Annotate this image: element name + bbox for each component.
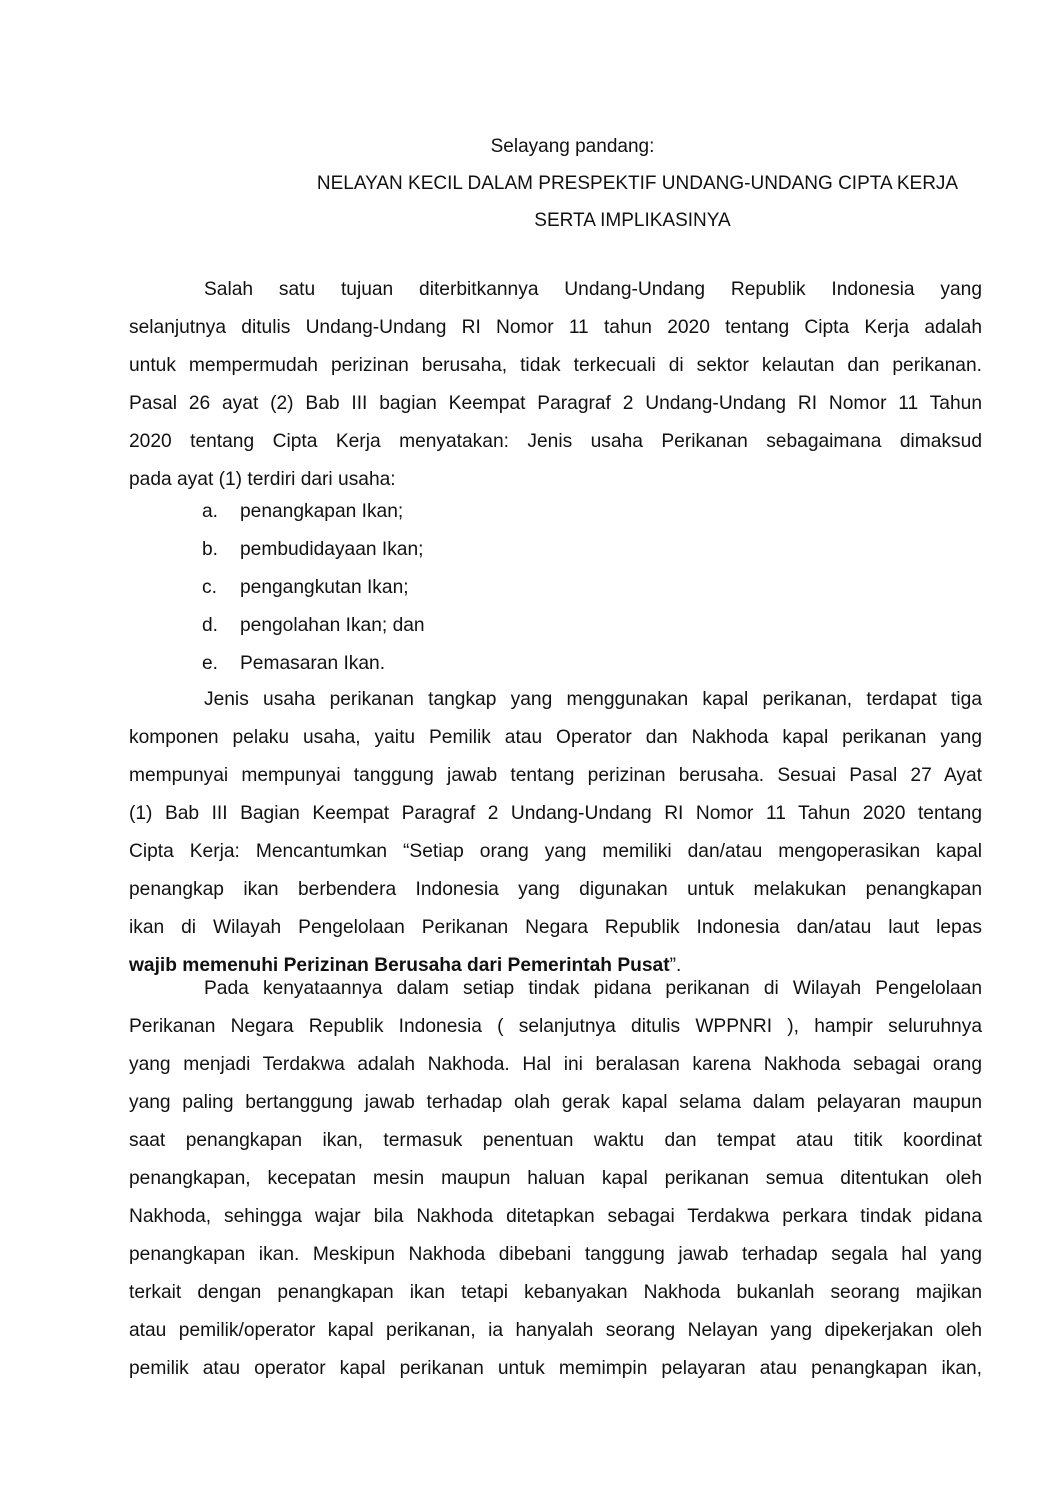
paragraph-2 [129, 681, 982, 985]
paragraph-line: ikan di Wilayah Pengelolaan Perikanan Negara Republik Indonesia dan/atau laut lepas [129, 917, 982, 938]
bold-emphasis: wajib memenuhi Perizinan Berusaha dari Pemerintah Pusat [129, 955, 670, 976]
paragraph-line: penangkapan ikan. Meskipun Nakhoda dibebani tanggung jawab terhadap segala hal yang [129, 1244, 982, 1265]
document-subtitle: Selayang pandang: [490, 136, 655, 157]
list-item-text: pengangkutan Ikan; [240, 577, 409, 598]
paragraph-1 [129, 271, 982, 499]
paragraph-line: atau pemilik/operator kapal perikanan, ia hanyalah seorang Nelayan yang dipekerjakan oleh [129, 1320, 982, 1341]
paragraph-line: Nakhoda, sehingga wajar bila Nakhoda ditetapkan sebagai Terdakwa perkara tindak pidana [129, 1206, 982, 1227]
paragraph-line: yang paling bertanggung jawab terhadap olah gerak kapal selama dalam pelayaran maupun [129, 1092, 982, 1113]
paragraph-line: penangkapan, kecepatan mesin maupun haluan kapal perikanan semua ditentukan oleh [129, 1168, 982, 1189]
list-item [129, 607, 982, 645]
list-item-text: pengolahan Ikan; dan [240, 615, 425, 636]
paragraph-line: komponen pelaku usaha, yaitu Pemilik atau Operator dan Nakhoda kapal perikanan yang [129, 727, 982, 748]
list-marker: e. [202, 653, 219, 674]
paragraph-line: Jenis usaha perikanan tangkap yang menggunakan kapal perikanan, terdapat tiga [204, 689, 982, 710]
paragraph-line: penangkap ikan berbendera Indonesia yang digunakan untuk melakukan penangkapan [129, 879, 982, 900]
list-item-text: pembudidayaan Ikan; [240, 539, 424, 560]
paragraph-3 [129, 970, 982, 1388]
paragraph-line: Pasal 26 ayat (2) Bab III bagian Keempat Paragraf 2 Undang-Undang RI Nomor 11 Tahun [129, 393, 982, 414]
business-type-list [129, 493, 982, 683]
paragraph-line: 2020 tentang Cipta Kerja menyatakan: Jenis usaha Perikanan sebagaimana dimaksud [129, 431, 982, 452]
document-title-block [130, 128, 985, 239]
closing-quote: ”. [669, 955, 682, 976]
list-item-text: penangkapan Ikan; [240, 501, 404, 522]
paragraph-line: Pada kenyataannya dalam setiap tindak pidana perikanan di Wilayah Pengelolaan [204, 978, 982, 999]
list-item [129, 569, 982, 607]
paragraph-line: Perikanan Negara Republik Indonesia ( selanjutnya ditulis WPPNRI ), hampir seluruhnya [129, 1016, 982, 1037]
list-item-text: Pemasaran Ikan. [240, 653, 386, 674]
list-marker: b. [202, 539, 219, 560]
paragraph-line: Cipta Kerja: Mencantumkan “Setiap orang yang memiliki dan/atau mengoperasikan kapal [129, 841, 982, 862]
paragraph-line: terkait dengan penangkapan ikan tetapi kebanyakan Nakhoda bukanlah seorang majikan [129, 1282, 982, 1303]
list-marker: a. [202, 501, 219, 522]
list-marker: c. [202, 577, 217, 598]
document-title-line-2: SERTA IMPLIKASINYA [534, 210, 731, 231]
list-item [129, 493, 982, 531]
paragraph-line: pemilik atau operator kapal perikanan untuk memimpin pelayaran atau penangkapan ikan, [129, 1358, 982, 1379]
document-title-line-1: NELAYAN KECIL DALAM PRESPEKTIF UNDANG-UNDANG CIPTA KERJA [316, 173, 959, 194]
paragraph-line: Salah satu tujuan diterbitkannya Undang-Undang Republik Indonesia yang [204, 279, 982, 300]
list-marker: d. [202, 615, 219, 636]
paragraph-line: untuk mempermudah perizinan berusaha, tidak terkecuali di sektor kelautan dan perikanan. [129, 355, 982, 376]
paragraph-line: pada ayat (1) terdiri dari usaha: [129, 469, 396, 490]
paragraph-line: saat penangkapan ikan, termasuk penentuan waktu dan tempat atau titik koordinat [129, 1130, 982, 1151]
paragraph-line: yang menjadi Terdakwa adalah Nakhoda. Hal ini beralasan karena Nakhoda sebagai orang [129, 1054, 982, 1075]
list-item [129, 645, 982, 683]
list-item [129, 531, 982, 569]
paragraph-line: selanjutnya ditulis Undang-Undang RI Nomor 11 tahun 2020 tentang Cipta Kerja adalah [129, 317, 982, 338]
paragraph-line: (1) Bab III Bagian Keempat Paragraf 2 Undang-Undang RI Nomor 11 Tahun 2020 tentang [129, 803, 982, 824]
paragraph-line: mempunyai mempunyai tanggung jawab tentang perizinan berusaha. Sesuai Pasal 27 Ayat [129, 765, 982, 786]
